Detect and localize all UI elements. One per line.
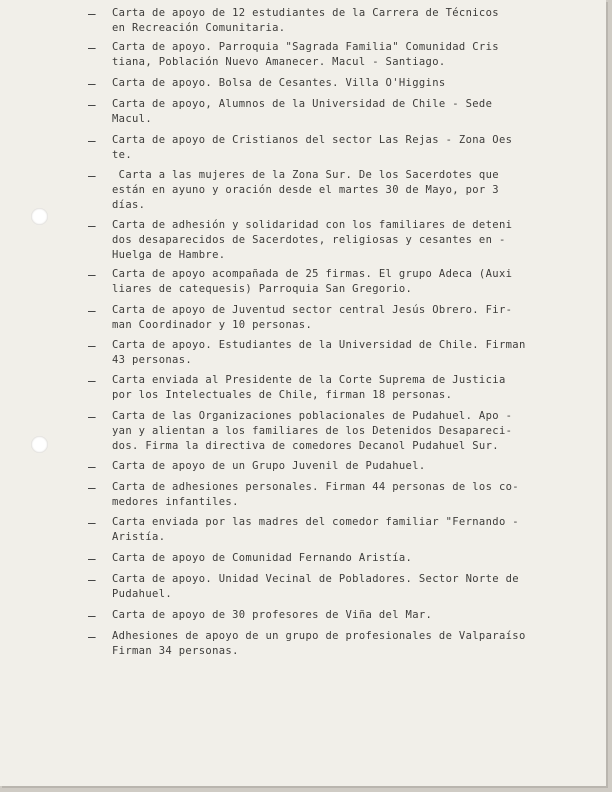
list-item-line: Carta de apoyo de 30 profesores de Viña del Mar. [112, 609, 433, 621]
list-item-line: Carta de apoyo, Alumnos de la Universidad de Chile - Sede [112, 98, 493, 110]
list-dash: – [88, 409, 96, 424]
list-item-line: Carta de apoyo. Bolsa de Cesantes. Villa O'Higgins [112, 77, 446, 89]
list-item-line: yan y alientan a los familiares de los Detenidos Desapareci- [112, 425, 513, 437]
list-item-line: medores infantiles. [112, 496, 239, 508]
list-dash: – [88, 480, 96, 495]
list-item-line: Adhesiones de apoyo de un grupo de profesionales de Valparaíso [112, 630, 526, 642]
list-item-line: Carta enviada por las madres del comedor familiar "Fernando - [112, 516, 519, 528]
list-dash: – [88, 629, 96, 644]
list-item-line: Carta de apoyo de Cristianos del sector Las Rejas - Zona Oes [112, 134, 513, 146]
list-dash: – [88, 608, 96, 623]
list-dash: – [88, 338, 96, 353]
list-item-line: por los Intelectuales de Chile, firman 18 personas. [112, 389, 453, 401]
list-dash: – [88, 97, 96, 112]
list-dash: – [88, 6, 96, 21]
list-dash: – [88, 303, 96, 318]
list-dash: – [88, 40, 96, 55]
list-item-line: están en ayuno y oración desde el martes 30 de Mayo, por 3 [112, 184, 499, 196]
list-item-line: Carta a las mujeres de la Zona Sur. De los Sacerdotes que [112, 169, 499, 181]
list-dash: – [88, 459, 96, 474]
punch-hole [31, 208, 48, 225]
list-item-line: en Recreación Comunitaria. [112, 22, 286, 34]
list-item-line: días. [112, 199, 146, 211]
list-item-line: man Coordinador y 10 personas. [112, 319, 313, 331]
list-item-line: dos desaparecidos de Sacerdotes, religiosas y cesantes en - [112, 234, 506, 246]
list-item-line: dos. Firma la directiva de comedores Decanol Pudahuel Sur. [112, 440, 499, 452]
list-dash: – [88, 267, 96, 282]
list-item-line: Carta de apoyo de Juventud sector central Jesús Obrero. Fir- [112, 304, 513, 316]
list-item-line: Carta de apoyo de 12 estudiantes de la Carrera de Técnicos [112, 7, 499, 19]
list-item-line: Carta de las Organizaciones poblacionales de Pudahuel. Apo - [112, 410, 513, 422]
list-item-line: Carta de apoyo acompañada de 25 firmas. El grupo Adeca (Auxi [112, 268, 513, 280]
list-item-line: Carta de apoyo. Estudiantes de la Universidad de Chile. Firman [112, 339, 526, 351]
list-item-line: Carta de apoyo de un Grupo Juvenil de Pudahuel. [112, 460, 426, 472]
list-dash: – [88, 76, 96, 91]
list-dash: – [88, 572, 96, 587]
list-item-line: Carta de apoyo. Unidad Vecinal de Pobladores. Sector Norte de [112, 573, 519, 585]
list-item-line: 43 personas. [112, 354, 193, 366]
list-item-line: Aristía. [112, 531, 166, 543]
list-item-line: Pudahuel. [112, 588, 173, 600]
list-item-line: liares de catequesis) Parroquia San Gregorio. [112, 283, 413, 295]
list-dash: – [88, 133, 96, 148]
list-dash: – [88, 515, 96, 530]
list-dash: – [88, 373, 96, 388]
list-item-line: te. [112, 149, 133, 161]
list-item-line: Carta de apoyo de Comunidad Fernando Aristía. [112, 552, 413, 564]
list-dash: – [88, 551, 96, 566]
list-item-line: Carta de apoyo. Parroquia "Sagrada Familia" Comunidad Cris [112, 41, 499, 53]
list-item-line: Huelga de Hambre. [112, 249, 226, 261]
list-item-line: Macul. [112, 113, 153, 125]
list-item-line: tiana, Población Nuevo Amanecer. Macul - Santiago. [112, 56, 446, 68]
punch-hole [31, 436, 48, 453]
list-dash: – [88, 218, 96, 233]
list-item-line: Carta de adhesión y solidaridad con los familiares de deteni [112, 219, 513, 231]
list-item-line: Firman 34 personas. [112, 645, 239, 657]
list-dash: – [88, 168, 96, 183]
list-item-line: Carta enviada al Presidente de la Corte Suprema de Justicia [112, 374, 506, 386]
list-item-line: Carta de adhesiones personales. Firman 44 personas de los co- [112, 481, 519, 493]
